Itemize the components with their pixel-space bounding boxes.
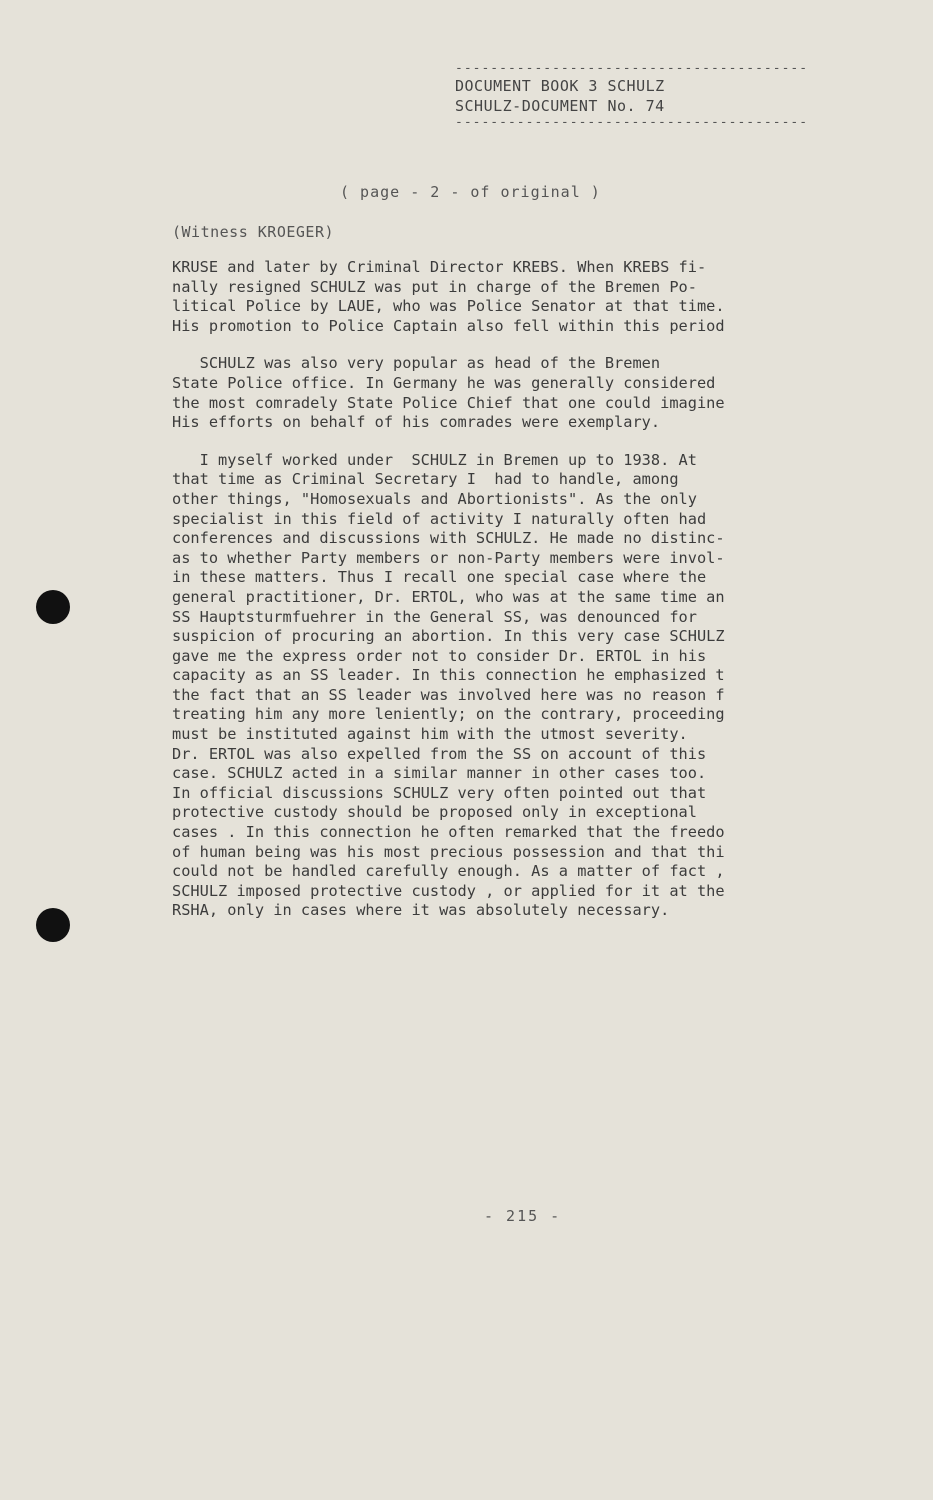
text-line: that time as Criminal Secretary I had to handle, among: [172, 470, 679, 489]
text-line: SCHULZ imposed protective custody , or applied for it at the: [172, 881, 725, 900]
text-line: other things, "Homosexuals and Abortionists". As the only: [172, 489, 697, 508]
text-line: gave me the express order not to consider Dr. ERTOL in his: [172, 646, 707, 665]
witness-label: (Witness KROEGER): [172, 223, 335, 241]
page-number: - 215 -: [484, 1207, 562, 1225]
paragraph: [172, 258, 912, 336]
document-header: [455, 61, 809, 130]
text-line: nally resigned SCHULZ was put in charge of the Bremen Po-: [172, 277, 697, 296]
text-line: cases . In this connection he often remarked that the freedo: [172, 823, 725, 842]
punch-hole-icon: [36, 590, 70, 624]
text-line: of human being was his most precious possession and that thi: [172, 842, 725, 861]
text-line: general practitioner, Dr. ERTOL, who was at the same time an: [172, 587, 725, 606]
text-line: I myself worked under SCHULZ in Bremen up to 1938. At: [172, 450, 697, 469]
text-line: could not be handled carefully enough. As a matter of fact ,: [172, 862, 725, 881]
text-line: case. SCHULZ acted in a similar manner in other cases too.: [172, 764, 707, 783]
paragraph: [172, 451, 912, 921]
text-line: the fact that an SS leader was involved here was no reason f: [172, 685, 725, 704]
text-line: State Police office. In Germany he was generally considered: [172, 373, 716, 392]
text-line: in these matters. Thus I recall one special case where the: [172, 568, 707, 587]
text-line: the most comradely State Police Chief that one could imagine: [172, 393, 725, 412]
text-line: litical Police by LAUE, who was Police Senator at that time.: [172, 297, 725, 316]
text-line: suspicion of procuring an abortion. In this very case SCHULZ: [172, 627, 725, 646]
text-line: capacity as an SS leader. In this connection he emphasized t: [172, 666, 725, 685]
header-line-1: DOCUMENT BOOK 3 SCHULZ: [455, 77, 665, 95]
text-line: KRUSE and later by Criminal Director KREBS. When KREBS fi-: [172, 258, 707, 276]
original-page-reference: ( page - 2 - of original ): [340, 183, 601, 201]
text-line: SS Hauptsturmfuehrer in the General SS, was denounced for: [172, 607, 697, 626]
header-rule-bottom: ----------------------------------------: [455, 115, 809, 130]
text-line: His promotion to Police Captain also fell within this period: [172, 316, 725, 335]
text-line: His efforts on behalf of his comrades were exemplary.: [172, 413, 661, 432]
text-line: treating him any more leniently; on the contrary, proceeding: [172, 705, 725, 724]
punch-hole-icon: [36, 908, 70, 942]
text-line: protective custody should be proposed only in exceptional: [172, 803, 697, 822]
paragraph: [172, 354, 912, 432]
text-line: conferences and discussions with SCHULZ. He made no distinc-: [172, 529, 725, 548]
header-rule-top: ----------------------------------------: [455, 61, 809, 76]
text-line: Dr. ERTOL was also expelled from the SS on account of this: [172, 744, 707, 763]
text-line: as to whether Party members or non-Party members were invol-: [172, 548, 725, 567]
text-line: must be instituted against him with the utmost severity.: [172, 725, 688, 744]
document-body: [172, 258, 912, 939]
text-line: specialist in this field of activity I naturally often had: [172, 509, 707, 528]
text-line: In official discussions SCHULZ very often pointed out that: [172, 783, 707, 802]
header-line-2: SCHULZ-DOCUMENT No. 74: [455, 97, 665, 115]
text-line: RSHA, only in cases where it was absolutely necessary.: [172, 901, 670, 920]
text-line: SCHULZ was also very popular as head of the Bremen: [172, 354, 661, 373]
